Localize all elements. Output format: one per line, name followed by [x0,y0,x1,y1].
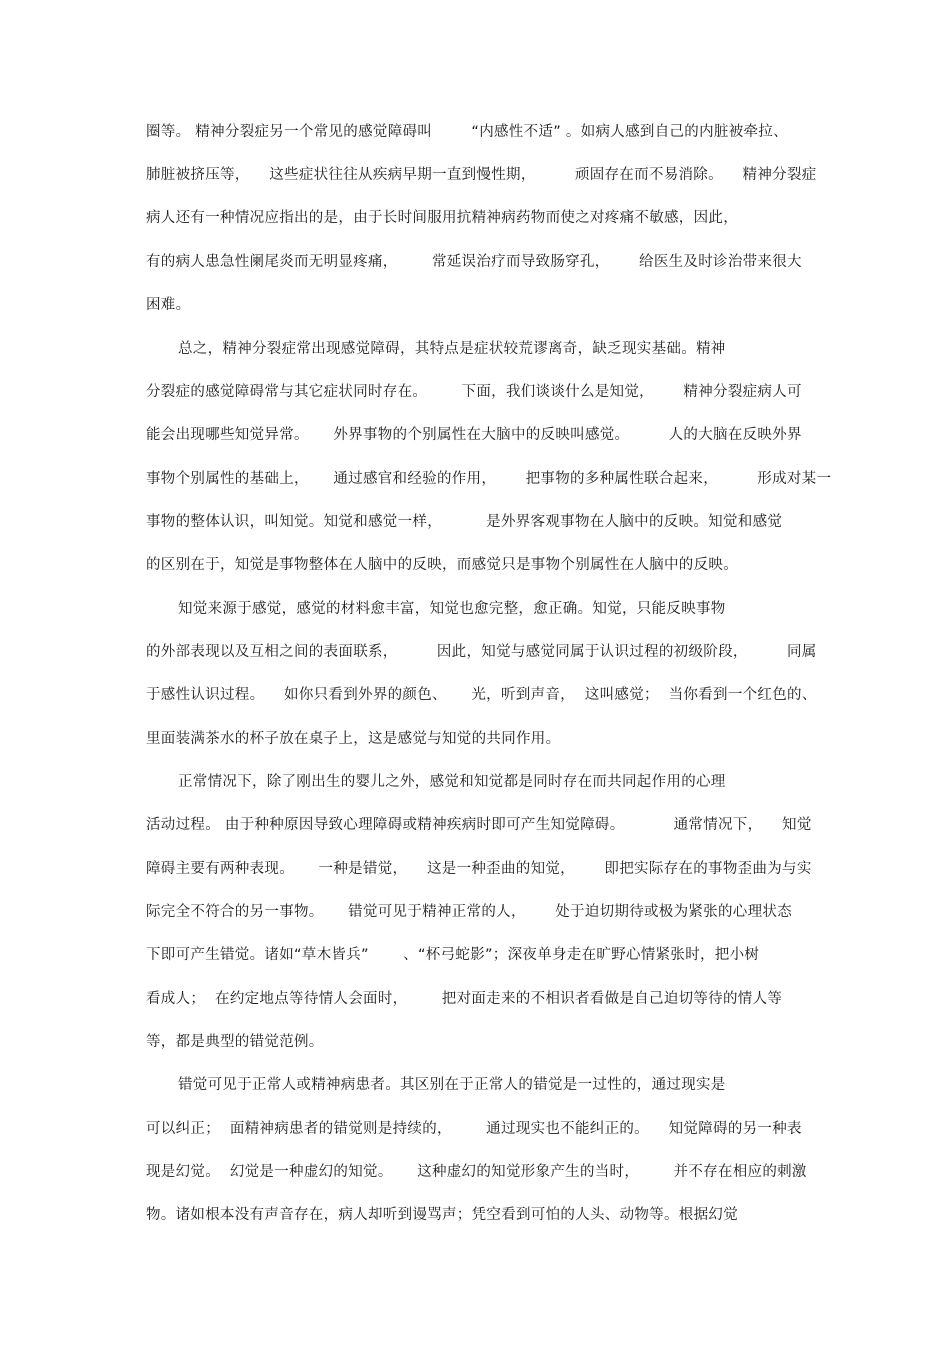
text-line: 事物个别属性的基础上， 通过感官和经验的作用， 把事物的多种属性联合起来， 形成对某一 [146,471,832,487]
text-line: 现是幻觉。 幻觉是一种虚幻的知觉。 这种虚幻的知觉形象产生的当时， 并不存在相应的刺激 [146,1164,807,1180]
text-line: 圈等。 精神分裂症另一个常见的感觉障碍叫 “内感性不适” 。如病人感到自己的内脏被牵拉、 [146,124,788,140]
text-line: 分裂症的感觉障碍常与其它症状同时存在。 下面，我们谈谈什么是知觉， 精神分裂症病人可 [146,384,802,400]
paragraph-first-line: 知觉来源于感觉，感觉的材料愈丰富，知觉也愈完整，愈正确。知觉，只能反映事物 [178,601,726,617]
paragraph-first-line: 正常情况下，除了刚出生的婴儿之外，感觉和知觉都是同时存在而共同起作用的心理 [178,774,726,790]
text-line: 困难。 [146,297,191,313]
text-line: 于感性认识过程。 如你只看到外界的颜色、 光，听到声音， 这叫感觉； 当你看到一个红色的、 [146,687,817,703]
text-line: 际完全不符合的另一事物。 错觉可见于精神正常的人， 处于迫切期待或极为紧张的心理状态 [146,904,792,920]
paragraph-first-line: 总之，精神分裂症常出现感觉障碍，其特点是症状较荒谬离奇，缺乏现实基础。精神 [178,341,726,357]
text-line: 里面装满茶水的杯子放在桌子上，这是感觉与知觉的共同作用。 [146,731,561,747]
text-line: 物。诸如根本没有声音存在，病人却听到谩骂声；凭空看到可怕的人头、动物等。根据幻觉 [146,1207,738,1223]
text-line: 有的病人患急性阑尾炎而无明显疼痛， 常延误治疗而导致肠穿孔， 给医生及时诊治带来很大 [146,254,802,270]
text-line: 的外部表现以及互相之间的表面联系， 因此，知觉与感觉同属于认识过程的初级阶段， 同属 [146,644,817,660]
text-line: 事物的整体认识，叫知觉。知觉和感觉一样， 是外界客观事物在人脑中的反映。知觉和感觉 [146,514,783,530]
text-line: 肺脏被挤压等， 这些症状往往从疾病早期一直到慢性期， 顽固存在而不易消除。 精神分裂症 [146,167,817,183]
paragraph-first-line: 错觉可见于正常人或精神病患者。其区别在于正常人的错觉是一过性的，通过现实是 [178,1077,726,1093]
text-line: 病人还有一种情况应指出的是，由于长时间服用抗精神病药物而使之对疼痛不敏感，因此， [146,210,738,226]
text-line: 可以纠正； 面精神病患者的错觉则是持续的， 通过现实也不能纠正的。 知觉障碍的另一种表 [146,1121,802,1137]
text-line: 等，都是典型的错觉范例。 [146,1034,324,1050]
text-line: 障碍主要有两种表现。 一种是错觉， 这是一种歪曲的知觉， 即把实际存在的事物歪曲为与实 [146,861,812,877]
text-line: 活动过程。 由于种种原因导致心理障碍或精神疾病时即可产生知觉障碍。 通常情况下， 知觉 [146,817,812,833]
text-line: 看成人； 在约定地点等待情人会面时， 把对面走来的不相识者看做是自己迫切等待的情人等 [146,991,783,1007]
text-line: 的区别在于，知觉是事物整体在人脑中的反映，而感觉只是事物个别属性在人脑中的反映。 [146,557,738,573]
text-line: 下即可产生错觉。诸如“草木皆兵” 、“杯弓蛇影”；深夜单身走在旷野心情紧张时，把小树 [146,947,760,963]
text-line: 能会出现哪些知觉异常。 外界事物的个别属性在大脑中的反映叫感觉。 人的大脑在反映外界 [146,427,802,443]
